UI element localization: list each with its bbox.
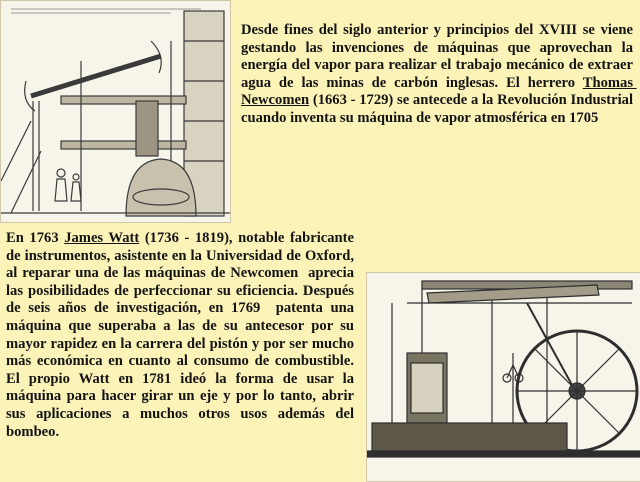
newcomen-engine-drawing (1, 1, 230, 222)
watt-engine-engraving (366, 272, 640, 482)
watt-paragraph (6, 230, 362, 441)
newcomen-engine-engraving (0, 0, 231, 223)
watt-name-link: James Watt (64, 230, 140, 246)
watt-text-part2: (1736 - 1819), notable fabricante de instrumentos, asistente en la Universidad de Oxford, al reparar una de las máquinas de Newcomen aprecia las posibilidades de perfeccionar su eficiencia. Después de seis años de investigación, en 1769 patenta una máquina que superaba a las de su antecesor por su mayor rapidez en la carrera del pistón y por ser mucho más económica en cuanto al consumo de combustible. El propio Watt en 1781 ideó la forma de usar la máquina para hacer girar un eje y por lo tanto, abrir sus aplicaciones a muchos otros usos además del bombeo. (6, 230, 362, 440)
watt-text-part1: En 1763 (6, 230, 65, 246)
newcomen-text-part1: Desde fines del siglo anterior y principios del XVIII se viene gestando las invenciones de máquinas que aprovechan la energía del vapor para realizar el trabajo mecánico de extraer agua de las minas de carbón inglesas. El herrero (241, 22, 637, 91)
newcomen-paragraph (241, 22, 637, 128)
newcomen-name-link: Thomas Newcomen (241, 74, 637, 109)
newcomen-text-part2: (1663 - 1729) se antecede a la Revolución Industrial cuando inventa su máquina de vapor atmosférica en 1705 (241, 92, 637, 126)
watt-engine-drawing (367, 273, 640, 481)
